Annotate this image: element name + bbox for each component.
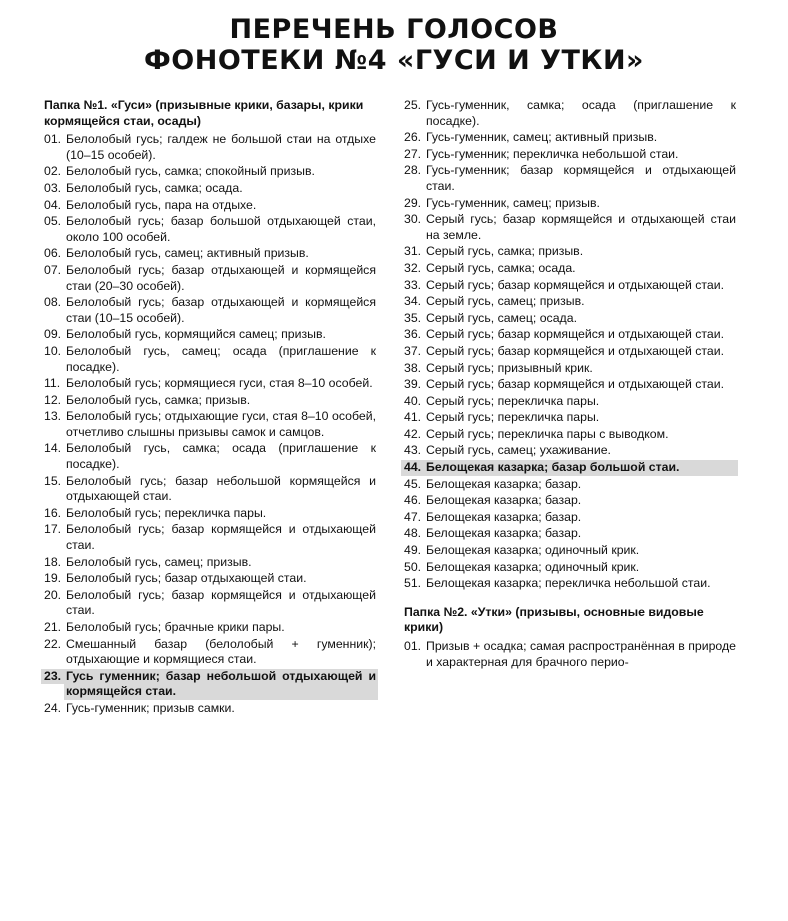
list-item xyxy=(404,493,736,509)
item-number: 48. xyxy=(404,526,422,541)
item-text: Белощекая казарка; базар большой стаи. xyxy=(426,460,736,476)
item-text: Белощекая казарка; базар. xyxy=(426,476,582,491)
list-item xyxy=(44,198,376,214)
item-number: 40. xyxy=(404,393,422,408)
item-text: Серый гусь; базар кормящейся и отдыхающей стаи. xyxy=(426,343,725,358)
list-item xyxy=(404,543,736,559)
item-number: 05. xyxy=(44,214,62,229)
title-line-1: ПЕРЕЧЕНЬ ГОЛОСОВ xyxy=(229,14,559,45)
item-number: 12. xyxy=(44,392,62,407)
list-item xyxy=(44,522,376,553)
item-number: 22. xyxy=(44,636,62,651)
list-item xyxy=(44,637,376,668)
item-number: 18. xyxy=(44,554,62,569)
list-item xyxy=(404,327,736,343)
item-number: 13. xyxy=(44,409,62,424)
item-number: 08. xyxy=(44,295,62,310)
item-text: Белощекая казарка; перекличка небольшой стаи. xyxy=(426,576,711,591)
item-number: 09. xyxy=(44,327,62,342)
section-header-folder-1: Папка №1. «Гуси» (призывные крики, базары, крики кормящейся стаи, осады) xyxy=(44,98,364,128)
item-number: 35. xyxy=(404,310,422,325)
item-number: 19. xyxy=(44,571,62,586)
list-item xyxy=(44,506,376,522)
list-item xyxy=(44,246,376,262)
item-number: 28. xyxy=(404,163,422,178)
list-item-highlighted xyxy=(44,669,376,700)
list-item xyxy=(44,701,376,717)
list-item xyxy=(44,214,376,245)
item-text: Белолобый гусь, самец; осада (приглашение к посадке). xyxy=(66,343,376,374)
item-number: 29. xyxy=(404,195,422,210)
item-text: Гусь-гуменник, самец; активный призыв. xyxy=(426,130,658,145)
item-number: 33. xyxy=(404,277,422,292)
item-text: Серый гусь; призывный крик. xyxy=(426,360,593,375)
list-item xyxy=(404,560,736,576)
right-column xyxy=(404,98,736,718)
item-number: 32. xyxy=(404,260,422,275)
item-text: Белолобый гусь, самец; активный призыв. xyxy=(66,246,309,261)
list-item xyxy=(404,261,736,277)
item-text: Белолобый гусь; базар отдыхающей и кормящейся стаи (10–15 особей). xyxy=(66,295,376,325)
list-item xyxy=(44,327,376,343)
list-item xyxy=(44,409,376,440)
list-item xyxy=(44,295,376,326)
item-number: 45. xyxy=(404,476,422,491)
item-text: Серый гусь; перекличка пары с выводком. xyxy=(426,426,669,441)
item-number: 41. xyxy=(404,410,422,425)
item-text: Белолобый гусь, самка; спокойный призыв. xyxy=(66,164,315,179)
item-text: Белолобый гусь; перекличка пары. xyxy=(66,505,267,520)
list-item xyxy=(44,588,376,619)
title-line-2: ФОНОТЕКИ №4 «ГУСИ И УТКИ» xyxy=(144,45,644,76)
right-column-list-2 xyxy=(404,639,736,670)
item-text: Белолобый гусь; брачные крики пары. xyxy=(66,620,285,634)
list-item xyxy=(44,571,376,587)
item-text: Серый гусь; базар кормящейся и отдыхающей стаи. xyxy=(426,377,725,392)
list-item xyxy=(404,130,736,146)
item-text: Белолобый гусь; базар отдыхающей стаи. xyxy=(66,571,307,586)
item-text: Белолобый гусь; галдеж не большой стаи на отдыхе (10–15 особей). xyxy=(66,132,376,162)
item-text: Гусь-гуменник, самец; призыв. xyxy=(426,195,600,210)
item-text: Белолобый гусь; отдыхающие гуси, стая 8–10 особей, отчетливо слышны призывы самок и самцов. xyxy=(66,409,376,439)
item-number: 01. xyxy=(44,132,62,147)
list-item xyxy=(44,376,376,392)
list-item xyxy=(404,311,736,327)
list-item xyxy=(44,132,376,163)
item-number: 49. xyxy=(404,543,422,558)
item-text: Белолобый гусь; базар кормящейся и отдыхающей стаи. xyxy=(66,522,376,553)
item-text: Гусь-гуменник; базар кормящейся и отдыхающей стаи. xyxy=(426,163,736,193)
item-number: 42. xyxy=(404,426,422,441)
item-number: 02. xyxy=(44,164,62,179)
item-text: Серый гусь; базар кормящейся и отдыхающей стаи. xyxy=(426,327,725,342)
item-number: 44. xyxy=(404,460,426,476)
item-text: Гусь-гуменник, самка; осада (приглашение к посадке). xyxy=(426,98,736,128)
item-number: 43. xyxy=(404,443,422,458)
item-number: 23. xyxy=(44,669,66,685)
item-text: Гусь гуменник; базар небольшой отдыхающей и кормящейся стаи. xyxy=(66,668,376,699)
item-text: Белолобый гусь; базар большой отдыхающей стаи, около 100 особей. xyxy=(66,214,376,244)
item-number: 26. xyxy=(404,130,422,145)
list-item xyxy=(404,212,736,243)
list-item xyxy=(44,263,376,294)
list-item xyxy=(44,164,376,180)
list-item xyxy=(404,526,736,542)
item-text: Белолобый гусь; базар отдыхающей и кормящейся стаи (20–30 особей). xyxy=(66,262,376,293)
item-text: Гусь-гуменник; перекличка небольшой стаи. xyxy=(426,146,679,161)
list-item xyxy=(44,555,376,571)
list-item xyxy=(404,163,736,194)
list-item xyxy=(44,620,376,636)
item-number: 47. xyxy=(404,509,422,524)
item-number: 37. xyxy=(404,343,422,358)
item-text: Смешанный базар (белолобый + гуменник); отдыхающие и кормящиеся стаи. xyxy=(66,636,376,667)
list-item xyxy=(44,441,376,472)
item-number: 20. xyxy=(44,587,62,602)
left-column-list xyxy=(44,132,376,716)
item-text: Серый гусь, самец; призыв. xyxy=(426,294,585,309)
left-column xyxy=(44,98,376,718)
item-number: 11. xyxy=(44,376,61,391)
item-number: 14. xyxy=(44,441,62,456)
list-item xyxy=(404,147,736,163)
item-text: Серый гусь, самка; призыв. xyxy=(426,244,584,259)
list-item xyxy=(404,576,736,592)
item-number: 25. xyxy=(404,98,422,112)
item-number: 27. xyxy=(404,146,422,161)
item-number: 06. xyxy=(44,246,62,261)
item-text: Белолобый гусь, самец; призыв. xyxy=(66,554,252,569)
item-number: 36. xyxy=(404,327,422,342)
item-text: Белолобый гусь, самка; осада. xyxy=(66,180,243,195)
item-text: Белолобый гусь, пара на отдыхе. xyxy=(66,197,257,212)
item-text: Белощекая казарка; одиночный крик. xyxy=(426,559,640,574)
item-number: 24. xyxy=(44,700,62,715)
item-text: Белолобый гусь, самка; осада (приглашение к посадке). xyxy=(66,441,376,472)
list-item xyxy=(404,427,736,443)
section-header-folder-2: Папка №2. «Утки» (призывы, основные видовые крики) xyxy=(404,604,704,635)
list-item xyxy=(44,344,376,375)
list-item xyxy=(404,196,736,212)
item-text: Серый гусь; перекличка пары. xyxy=(426,410,600,425)
item-text: Белолобый гусь; кормящиеся гуси, стая 8–10 особей. xyxy=(66,376,373,391)
item-number: 17. xyxy=(44,522,62,537)
list-item xyxy=(404,410,736,426)
item-text: Серый гусь; перекличка пары. xyxy=(426,393,600,408)
item-text: Белолобый гусь, кормящийся самец; призыв. xyxy=(66,327,326,342)
item-number: 50. xyxy=(404,559,422,574)
item-number: 46. xyxy=(404,493,422,508)
two-column-body xyxy=(44,98,744,718)
item-number: 04. xyxy=(44,197,62,212)
list-item xyxy=(44,474,376,505)
item-text: Белощекая казарка; базар. xyxy=(426,509,582,524)
list-item xyxy=(44,181,376,197)
list-item xyxy=(404,477,736,493)
item-text: Белощекая казарка; базар. xyxy=(426,493,582,508)
list-item xyxy=(404,278,736,294)
item-text: Белолобый гусь, самка; призыв. xyxy=(66,392,251,407)
item-text: Серый гусь; базар кормящейся и отдыхающей стаи на земле. xyxy=(426,212,736,242)
item-text: Белолобый гусь; базар небольшой кормящейся и отдыхающей стаи. xyxy=(66,473,376,504)
list-item xyxy=(404,639,736,670)
list-item-highlighted xyxy=(404,460,736,476)
item-text: Белощекая казарка; базар. xyxy=(426,526,582,541)
item-number: 31. xyxy=(404,244,422,259)
item-text: Белощекая казарка; одиночный крик. xyxy=(426,543,640,558)
list-item xyxy=(404,361,736,377)
item-number: 10. xyxy=(44,343,62,358)
right-column-list xyxy=(404,98,736,592)
item-text: Призыв + осадка; самая распространённая в природе и характерная для брачного перио- xyxy=(426,639,736,669)
list-item xyxy=(404,294,736,310)
item-number: 07. xyxy=(44,262,62,277)
list-item xyxy=(404,344,736,360)
page-title xyxy=(44,14,744,76)
item-number: 15. xyxy=(44,473,62,488)
item-text: Серый гусь; базар кормящейся и отдыхающей стаи. xyxy=(426,277,725,292)
item-text: Белолобый гусь; базар кормящейся и отдыхающей стаи. xyxy=(66,587,376,618)
list-item xyxy=(44,393,376,409)
item-number: 30. xyxy=(404,212,422,227)
list-item xyxy=(404,394,736,410)
item-text: Серый гусь, самец; ухаживание. xyxy=(426,443,611,458)
item-number: 51. xyxy=(404,576,422,591)
item-number: 39. xyxy=(404,377,422,392)
list-item xyxy=(404,443,736,459)
item-number: 03. xyxy=(44,180,62,195)
item-text: Серый гусь, самец; осада. xyxy=(426,310,577,325)
list-item xyxy=(404,244,736,260)
item-number: 01. xyxy=(404,639,422,653)
list-item xyxy=(404,510,736,526)
list-item xyxy=(404,377,736,393)
item-number: 21. xyxy=(44,620,62,634)
item-number: 38. xyxy=(404,360,422,375)
item-number: 16. xyxy=(44,505,62,520)
list-item xyxy=(404,98,736,129)
item-number: 34. xyxy=(404,294,422,309)
item-text: Серый гусь, самка; осада. xyxy=(426,260,576,275)
item-text: Гусь-гуменник; призыв самки. xyxy=(66,700,235,715)
